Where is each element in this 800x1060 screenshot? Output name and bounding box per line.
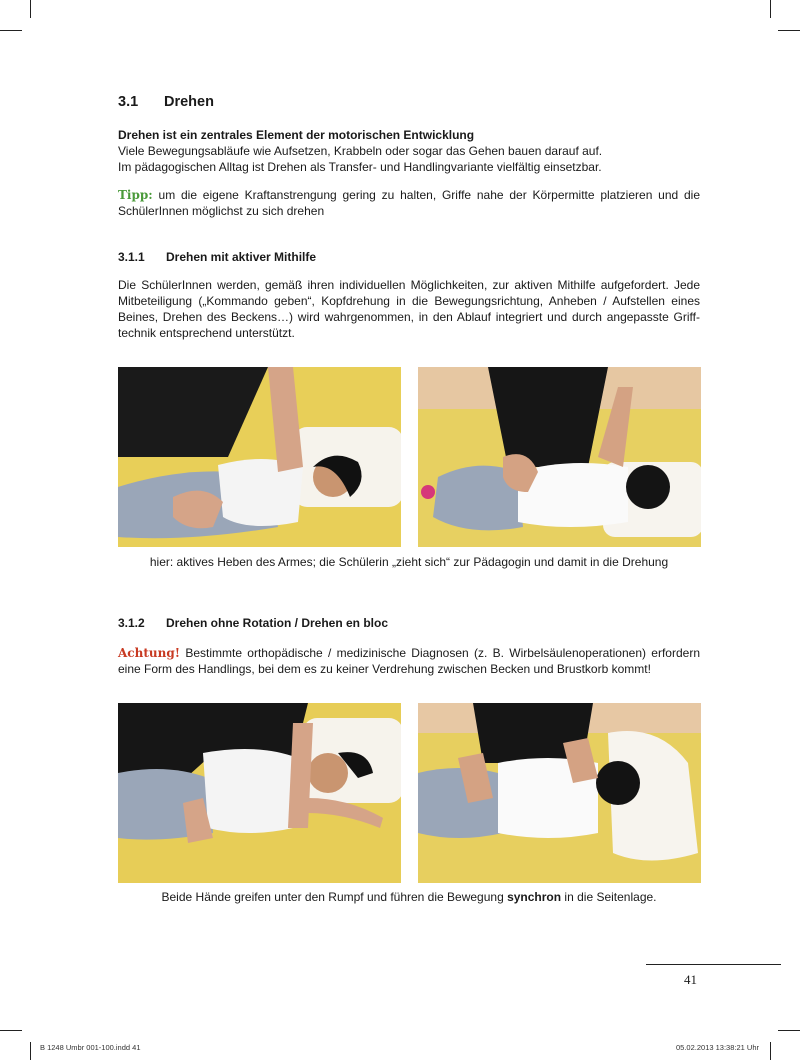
crop-mark (30, 0, 31, 18)
tip-label: Tipp: (118, 188, 153, 202)
section-number: 3.1 (118, 94, 139, 110)
crop-mark (770, 1042, 771, 1060)
photo-illustration (118, 367, 401, 547)
photo-illustration (418, 367, 701, 547)
intro-line-3: Im pädagogischen Alltag ist Drehen als Transfer- und Handlingvariante vielfältig einsetzbar. (118, 160, 602, 174)
subsection-heading-2 (118, 616, 388, 630)
subsection-heading-1 (118, 250, 316, 264)
crop-mark (770, 0, 771, 18)
crop-mark (0, 30, 22, 31)
caption-2 (118, 890, 700, 904)
page-number: 41 (684, 972, 697, 987)
caption-2-bold: synchron (507, 890, 562, 904)
tip-paragraph (118, 187, 700, 219)
section-title: Drehen (164, 94, 214, 110)
caption-2-after: in die Seitenlage. (561, 890, 657, 904)
slug-left: B 1248 Umbr 001-100.indd 41 (40, 1043, 141, 1052)
crop-mark (30, 1042, 31, 1060)
warning-paragraph (118, 645, 700, 677)
intro-paragraph (118, 127, 700, 175)
slug-right: 05.02.2013 13:38:21 Uhr (676, 1043, 759, 1052)
intro-line-2: Viele Bewegungsabläufe wie Aufsetzen, Krabbeln oder sogar das Gehen bauen darauf auf. (118, 144, 603, 158)
photo-illustration (418, 703, 701, 883)
photo-active-turn-1 (118, 367, 401, 547)
section-heading (118, 94, 214, 110)
photo-illustration (118, 703, 401, 883)
crop-mark (0, 1030, 22, 1031)
subsection-number: 3.1.2 (118, 616, 145, 630)
subsection-number: 3.1.1 (118, 250, 145, 264)
caption-1: hier: aktives Heben des Armes; die Schülerin „zieht sich“ zur Pädagogin und damit in die Drehung (149, 555, 669, 569)
subsection-title: Drehen mit aktiver Mithilfe (166, 250, 317, 264)
caption-2-before: Beide Hände greifen unter den Rumpf und führen die Bewegung (161, 890, 508, 904)
warning-label: Achtung! (118, 646, 180, 660)
photo-en-bloc-1 (118, 703, 401, 883)
intro-bold-line: Drehen ist ein zentrales Element der motorischen Entwicklung (118, 128, 475, 142)
tip-text: um die eigene Kraftanstrengung gering zu halten, Griffe nahe der Körpermitte platzieren und die SchülerInnen möglichst zu sich drehen (118, 188, 700, 218)
subsection-title: Drehen ohne Rotation / Drehen en bloc (166, 616, 389, 630)
footer-rule (646, 964, 781, 965)
subsection-1-body: Die SchülerInnen werden, gemäß ihren individuellen Möglichkeiten, zur aktiven Mithilfe aufgefordert. Jede Mitbeteiligung („Kommando geben“, Kopfdrehung in die Bewegungsrichtung, Anheben / Aufstellen eines Beines, Drehen des Beckens…) wird wahrgenommen, in den Ablauf integriert und durch angepasste Griff-technik entsprechend unterstützt. (118, 278, 700, 340)
photo-en-bloc-2 (418, 703, 701, 883)
photo-active-turn-2 (418, 367, 701, 547)
crop-mark (778, 30, 800, 31)
warning-text: Bestimmte orthopädische / medizinische Diagnosen (z. B. Wirbelsäulenoperationen) erfordern eine Form des Handlings, bei dem es zu keiner Verdrehung zwischen Becken und Brustkorb kommt! (118, 646, 700, 676)
crop-mark (778, 1030, 800, 1031)
